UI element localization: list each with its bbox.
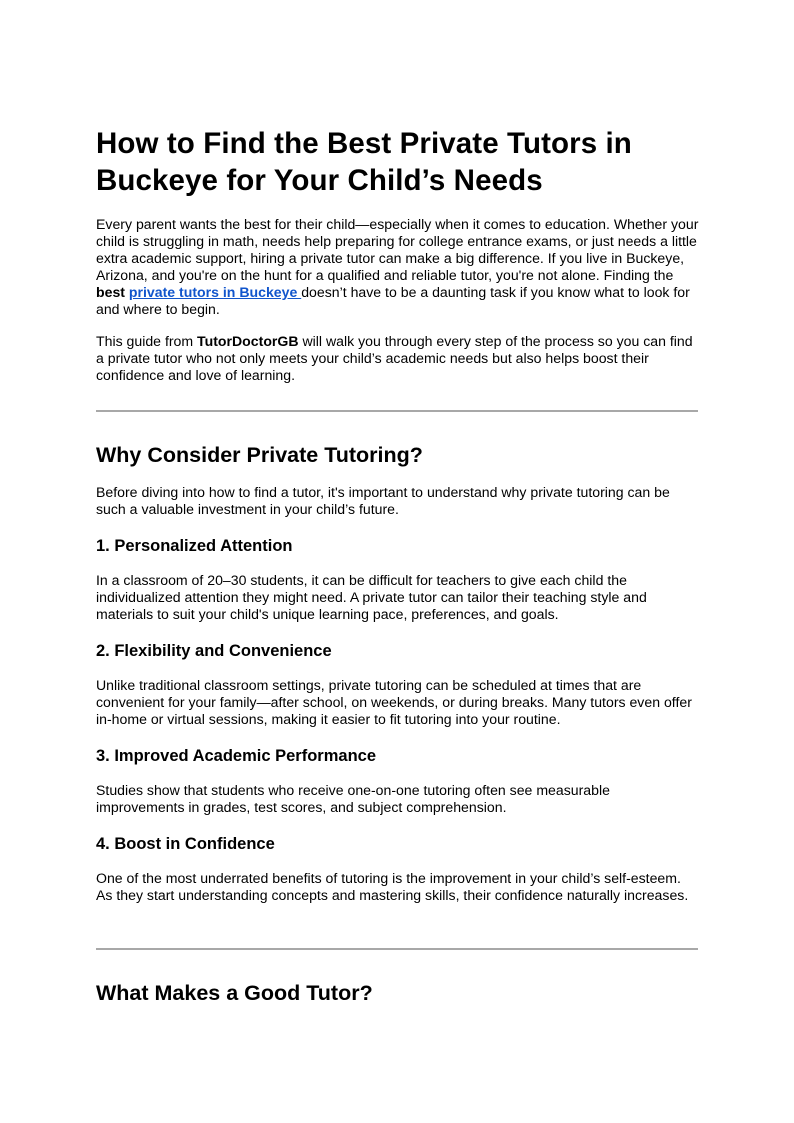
private-tutors-buckeye-link[interactable]: private tutors in Buckeye <box>128 284 302 300</box>
section-heading-good-tutor: What Makes a Good Tutor? <box>96 981 373 1005</box>
subheading-personalized-attention: 1. Personalized Attention <box>96 537 293 555</box>
intro-paragraph-1 <box>96 216 700 318</box>
paragraph-flexibility: Unlike traditional classroom settings, private tutoring can be scheduled at times that are convenient for your family—after school, on weekends, or during breaks. Many tutors even offer in-home or virtual sessions, making it easier to fit tutoring into your routine. <box>96 677 692 727</box>
brand-name: TutorDoctorGB <box>197 333 299 349</box>
subheading-flexibility: 2. Flexibility and Convenience <box>96 642 332 660</box>
why-intro-paragraph: Before diving into how to find a tutor, it's important to understand why private tutoring can be such a valuable investment in your child’s future. <box>96 484 670 517</box>
subheading-confidence: 4. Boost in Confidence <box>96 835 275 853</box>
section-divider <box>96 948 698 950</box>
paragraph-academic-performance: Studies show that students who receive one-on-one tutoring often see measurable improvements in grades, test scores, and subject comprehension. <box>96 782 610 815</box>
intro-bold-best: best <box>96 284 125 300</box>
paragraph-personalized-attention: In a classroom of 20–30 students, it can be difficult for teachers to give each child the individualized attention they might need. A private tutor can tailor their teaching style and materials to suit your child's unique learning pace, preferences, and goals. <box>96 572 647 622</box>
intro-paragraph-2 <box>96 333 700 384</box>
intro-text-start: Every parent wants the best for their child—especially when it comes to education. Whether your child is struggling in math, needs help preparing for college entrance exams, or just needs a little extra academic support, hiring a private tutor can make a big difference. If you live in Buckeye, Arizona, and you're on the hunt for a qualified and reliable tutor, you're not alone. Finding the <box>96 216 699 283</box>
paragraph-confidence: One of the most underrated benefits of tutoring is the improvement in your child’s self-esteem. As they start understanding concepts and mastering skills, their confidence naturally increases. <box>96 870 689 903</box>
section-heading-why: Why Consider Private Tutoring? <box>96 443 423 467</box>
subheading-academic-performance: 3. Improved Academic Performance <box>96 747 377 765</box>
section-divider <box>96 410 698 412</box>
intro2-text-end: will walk you through every step of the process so you can find a private tutor who not only meets your child’s academic needs but also helps boost their confidence and love of learning. <box>96 333 693 383</box>
intro-text-end: doesn’t have to be a daunting task if you know what to look for and where to begin. <box>96 284 690 317</box>
article-title: How to Find the Best Private Tutors in Buckeye for Your Child’s Needs <box>96 127 632 197</box>
intro2-text-start: This guide from <box>96 333 198 349</box>
